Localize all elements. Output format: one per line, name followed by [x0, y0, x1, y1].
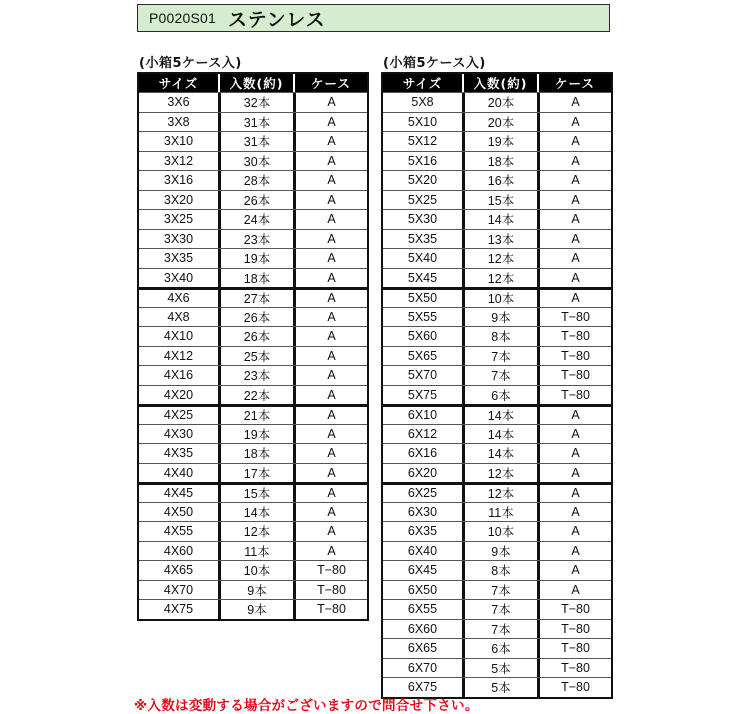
cell-size: 5X60: [407, 329, 438, 344]
cell-case: T−80: [537, 347, 611, 366]
cell-size: 6X16: [407, 446, 438, 461]
table-row: [383, 580, 611, 600]
cell-case: A: [537, 581, 611, 600]
cell-case: T−80: [537, 366, 611, 385]
cell-size: 4X16: [163, 368, 194, 383]
cell-case: A: [293, 347, 367, 366]
cell-case: A: [537, 503, 611, 522]
cell-qty: 20本: [462, 93, 537, 112]
cell-case: T−80: [293, 581, 367, 600]
cell-case: A: [537, 407, 611, 424]
table-row: [383, 385, 611, 405]
table-row: [383, 307, 611, 327]
cell-size: 5X10: [407, 114, 438, 129]
cell-size: 5X40: [407, 251, 438, 266]
cell-case: A: [537, 542, 611, 561]
right-size-table: [381, 72, 613, 699]
table-row: [383, 404, 611, 424]
cell-size: 4X10: [163, 329, 194, 344]
cell-qty: 11本: [218, 542, 293, 561]
cell-case: T−80: [293, 600, 367, 619]
cell-qty: 27本: [218, 290, 293, 307]
cell-case: A: [537, 113, 611, 132]
cell-qty: 23本: [218, 230, 293, 249]
cell-case: A: [293, 464, 367, 483]
cell-qty: 12本: [462, 485, 537, 502]
cell-size: 5X25: [407, 192, 438, 207]
cell-size: 4X70: [163, 582, 194, 597]
cell-case: T−80: [537, 659, 611, 678]
cell-size: 5X12: [407, 134, 438, 149]
cell-case: A: [293, 191, 367, 210]
table-row: [383, 346, 611, 366]
cell-qty: 14本: [462, 407, 537, 424]
table-row: [383, 287, 611, 307]
cell-size: 3X35: [163, 251, 194, 266]
cell-qty: 26本: [218, 308, 293, 327]
cell-size: 6X50: [407, 582, 438, 597]
cell-size: 6X45: [407, 563, 438, 578]
cell-size: 4X60: [163, 543, 194, 558]
table-row: [139, 580, 367, 600]
cell-qty: 11本: [462, 503, 537, 522]
table-row: [139, 131, 367, 151]
cell-size: 3X8: [167, 114, 190, 129]
title-bar: [137, 4, 610, 32]
cell-size: 3X10: [163, 134, 194, 149]
cell-case: A: [293, 249, 367, 268]
table-row: [383, 229, 611, 249]
cell-case: A: [537, 249, 611, 268]
table-row: [139, 599, 367, 619]
cell-case: T−80: [537, 327, 611, 346]
cell-qty: 7本: [462, 600, 537, 619]
table-row: [139, 112, 367, 132]
table-row: [383, 131, 611, 151]
table-row: [139, 170, 367, 190]
cell-size: 5X16: [407, 153, 438, 168]
cell-case: T−80: [537, 600, 611, 619]
table-row: [383, 638, 611, 658]
cell-case: A: [537, 152, 611, 171]
cell-case: A: [293, 327, 367, 346]
cell-qty: 31本: [218, 113, 293, 132]
cell-size: 4X30: [163, 426, 194, 441]
table-row: [383, 112, 611, 132]
table-row: [383, 658, 611, 678]
cell-case: A: [537, 444, 611, 463]
cell-size: 6X25: [407, 486, 438, 501]
cell-qty: 9本: [218, 600, 293, 619]
cell-qty: 17本: [218, 464, 293, 483]
table-row: [139, 346, 367, 366]
table-row: [383, 268, 611, 288]
table-row: [383, 463, 611, 483]
cell-size: 6X10: [407, 408, 438, 423]
table-row: [139, 502, 367, 522]
cell-size: 3X16: [163, 173, 194, 188]
cell-size: 6X35: [407, 524, 438, 539]
cell-size: 5X8: [411, 95, 434, 110]
cell-size: 3X30: [163, 231, 194, 246]
cell-qty: 5本: [462, 659, 537, 678]
table-row: [383, 209, 611, 229]
cell-qty: 18本: [218, 444, 293, 463]
table-row: [139, 560, 367, 580]
stock-note: ※入数は変動する場合がございますので問合せ下さい。: [134, 698, 479, 714]
cell-case: A: [293, 366, 367, 385]
cell-case: A: [293, 132, 367, 151]
cell-qty: 18本: [218, 269, 293, 288]
table-row: [139, 404, 367, 424]
header-case: ケース: [537, 74, 611, 92]
cell-case: A: [293, 522, 367, 541]
cell-qty: 12本: [462, 269, 537, 288]
cell-qty: 9本: [218, 581, 293, 600]
table-row: [383, 170, 611, 190]
cell-size: 3X25: [163, 212, 194, 227]
left-size-table: [137, 72, 369, 621]
cell-case: T−80: [537, 620, 611, 639]
cell-qty: 31本: [218, 132, 293, 151]
cell-case: A: [537, 485, 611, 502]
cell-case: A: [537, 561, 611, 580]
cell-case: A: [537, 425, 611, 444]
table-row: [139, 190, 367, 210]
table-row: [139, 443, 367, 463]
cell-size: 4X12: [163, 348, 194, 363]
table-row: [383, 560, 611, 580]
table-row: [139, 229, 367, 249]
cell-qty: 23本: [218, 366, 293, 385]
cell-case: A: [293, 210, 367, 229]
cell-case: A: [293, 152, 367, 171]
cell-case: A: [293, 269, 367, 288]
cell-case: A: [293, 503, 367, 522]
table-row: [139, 151, 367, 171]
table-row: [383, 502, 611, 522]
cell-case: A: [293, 171, 367, 190]
cell-qty: 12本: [462, 249, 537, 268]
table-row: [383, 190, 611, 210]
cell-qty: 8本: [462, 561, 537, 580]
cell-qty: 7本: [462, 366, 537, 385]
cell-size: 4X55: [163, 524, 194, 539]
cell-case: A: [537, 191, 611, 210]
table-row: [383, 482, 611, 502]
table-row: [383, 92, 611, 112]
cell-case: A: [293, 407, 367, 424]
page-title: ステンレス: [228, 8, 326, 31]
cell-case: A: [537, 132, 611, 151]
right-table-caption: (小箱5ケース入): [383, 56, 486, 71]
table-header: [139, 74, 367, 92]
table-row: [383, 541, 611, 561]
table-row: [139, 209, 367, 229]
table-row: [139, 424, 367, 444]
cell-qty: 14本: [218, 503, 293, 522]
cell-size: 5X30: [407, 212, 438, 227]
cell-case: T−80: [537, 386, 611, 405]
table-row: [139, 248, 367, 268]
cell-case: T−80: [293, 561, 367, 580]
cell-case: A: [537, 230, 611, 249]
table-row: [139, 307, 367, 327]
table-row: [383, 326, 611, 346]
cell-case: A: [537, 269, 611, 288]
table-row: [383, 424, 611, 444]
cell-size: 4X25: [163, 408, 194, 423]
cell-qty: 15本: [462, 191, 537, 210]
cell-qty: 30本: [218, 152, 293, 171]
cell-case: A: [293, 485, 367, 502]
header-qty: 入数(約): [462, 74, 537, 92]
cell-qty: 6本: [462, 639, 537, 658]
cell-size: 4X65: [163, 563, 194, 578]
cell-size: 6X55: [407, 602, 438, 617]
cell-size: 4X20: [163, 387, 194, 402]
cell-size: 6X12: [407, 426, 438, 441]
cell-qty: 26本: [218, 191, 293, 210]
cell-size: 4X35: [163, 446, 194, 461]
cell-qty: 12本: [218, 522, 293, 541]
cell-qty: 10本: [462, 290, 537, 307]
table-row: [383, 365, 611, 385]
cell-qty: 14本: [462, 425, 537, 444]
cell-size: 4X8: [167, 309, 190, 324]
cell-case: T−80: [537, 308, 611, 327]
table-row: [383, 619, 611, 639]
cell-case: A: [537, 171, 611, 190]
table-row: [139, 287, 367, 307]
table-row: [139, 482, 367, 502]
cell-qty: 13本: [462, 230, 537, 249]
table-row: [139, 365, 367, 385]
cell-case: A: [537, 93, 611, 112]
header-size: サイズ: [139, 74, 218, 92]
cell-qty: 26本: [218, 327, 293, 346]
table-row: [383, 248, 611, 268]
cell-qty: 7本: [462, 347, 537, 366]
cell-case: A: [293, 308, 367, 327]
cell-qty: 9本: [462, 542, 537, 561]
cell-size: 5X75: [407, 387, 438, 402]
cell-qty: 16本: [462, 171, 537, 190]
table-row: [383, 151, 611, 171]
cell-qty: 15本: [218, 485, 293, 502]
cell-qty: 5本: [462, 678, 537, 697]
table-row: [383, 521, 611, 541]
cell-qty: 7本: [462, 620, 537, 639]
cell-qty: 19本: [462, 132, 537, 151]
cell-qty: 19本: [218, 249, 293, 268]
cell-size: 5X50: [407, 291, 438, 306]
cell-qty: 6本: [462, 386, 537, 405]
cell-qty: 24本: [218, 210, 293, 229]
table-row: [139, 385, 367, 405]
cell-case: A: [537, 290, 611, 307]
cell-case: A: [293, 542, 367, 561]
cell-size: 5X70: [407, 368, 438, 383]
cell-qty: 9本: [462, 308, 537, 327]
cell-case: T−80: [537, 639, 611, 658]
cell-qty: 21本: [218, 407, 293, 424]
table-row: [383, 599, 611, 619]
cell-case: A: [293, 290, 367, 307]
table-row: [139, 521, 367, 541]
cell-case: A: [537, 522, 611, 541]
cell-qty: 7本: [462, 581, 537, 600]
cell-case: A: [293, 230, 367, 249]
product-code: P0020S01: [149, 10, 216, 26]
cell-size: 3X20: [163, 192, 194, 207]
cell-size: 4X40: [163, 465, 194, 480]
cell-size: 6X20: [407, 465, 438, 480]
cell-qty: 25本: [218, 347, 293, 366]
cell-qty: 14本: [462, 210, 537, 229]
table-header: [383, 74, 611, 92]
cell-size: 6X75: [407, 680, 438, 695]
cell-qty: 12本: [462, 464, 537, 483]
cell-size: 6X70: [407, 660, 438, 675]
cell-qty: 20本: [462, 113, 537, 132]
table-row: [139, 463, 367, 483]
left-table-caption: (小箱5ケース入): [139, 56, 242, 71]
cell-qty: 8本: [462, 327, 537, 346]
cell-size: 3X6: [167, 95, 190, 110]
cell-qty: 28本: [218, 171, 293, 190]
cell-size: 4X50: [163, 504, 194, 519]
header-qty: 入数(約): [218, 74, 293, 92]
cell-size: 5X65: [407, 348, 438, 363]
cell-case: A: [293, 425, 367, 444]
cell-qty: 10本: [218, 561, 293, 580]
cell-size: 4X75: [163, 602, 194, 617]
cell-case: A: [537, 464, 611, 483]
cell-size: 6X60: [407, 621, 438, 636]
table-row: [383, 443, 611, 463]
cell-qty: 32本: [218, 93, 293, 112]
table-row: [139, 92, 367, 112]
cell-case: A: [293, 444, 367, 463]
cell-case: A: [293, 386, 367, 405]
cell-size: 5X45: [407, 270, 438, 285]
cell-size: 5X55: [407, 309, 438, 324]
cell-size: 4X45: [163, 486, 194, 501]
cell-qty: 10本: [462, 522, 537, 541]
cell-size: 6X30: [407, 504, 438, 519]
cell-size: 3X12: [163, 153, 194, 168]
cell-size: 6X40: [407, 543, 438, 558]
cell-case: A: [537, 210, 611, 229]
cell-qty: 14本: [462, 444, 537, 463]
table-row: [139, 326, 367, 346]
cell-qty: 22本: [218, 386, 293, 405]
cell-case: T−80: [537, 678, 611, 697]
header-size: サイズ: [383, 74, 462, 92]
cell-size: 6X65: [407, 641, 438, 656]
cell-qty: 18本: [462, 152, 537, 171]
cell-qty: 19本: [218, 425, 293, 444]
cell-size: 3X40: [163, 270, 194, 285]
cell-size: 5X20: [407, 173, 438, 188]
table-row: [139, 541, 367, 561]
cell-size: 4X6: [167, 291, 190, 306]
cell-case: A: [293, 93, 367, 112]
cell-size: 5X35: [407, 231, 438, 246]
table-row: [139, 268, 367, 288]
cell-case: A: [293, 113, 367, 132]
header-case: ケース: [293, 74, 367, 92]
